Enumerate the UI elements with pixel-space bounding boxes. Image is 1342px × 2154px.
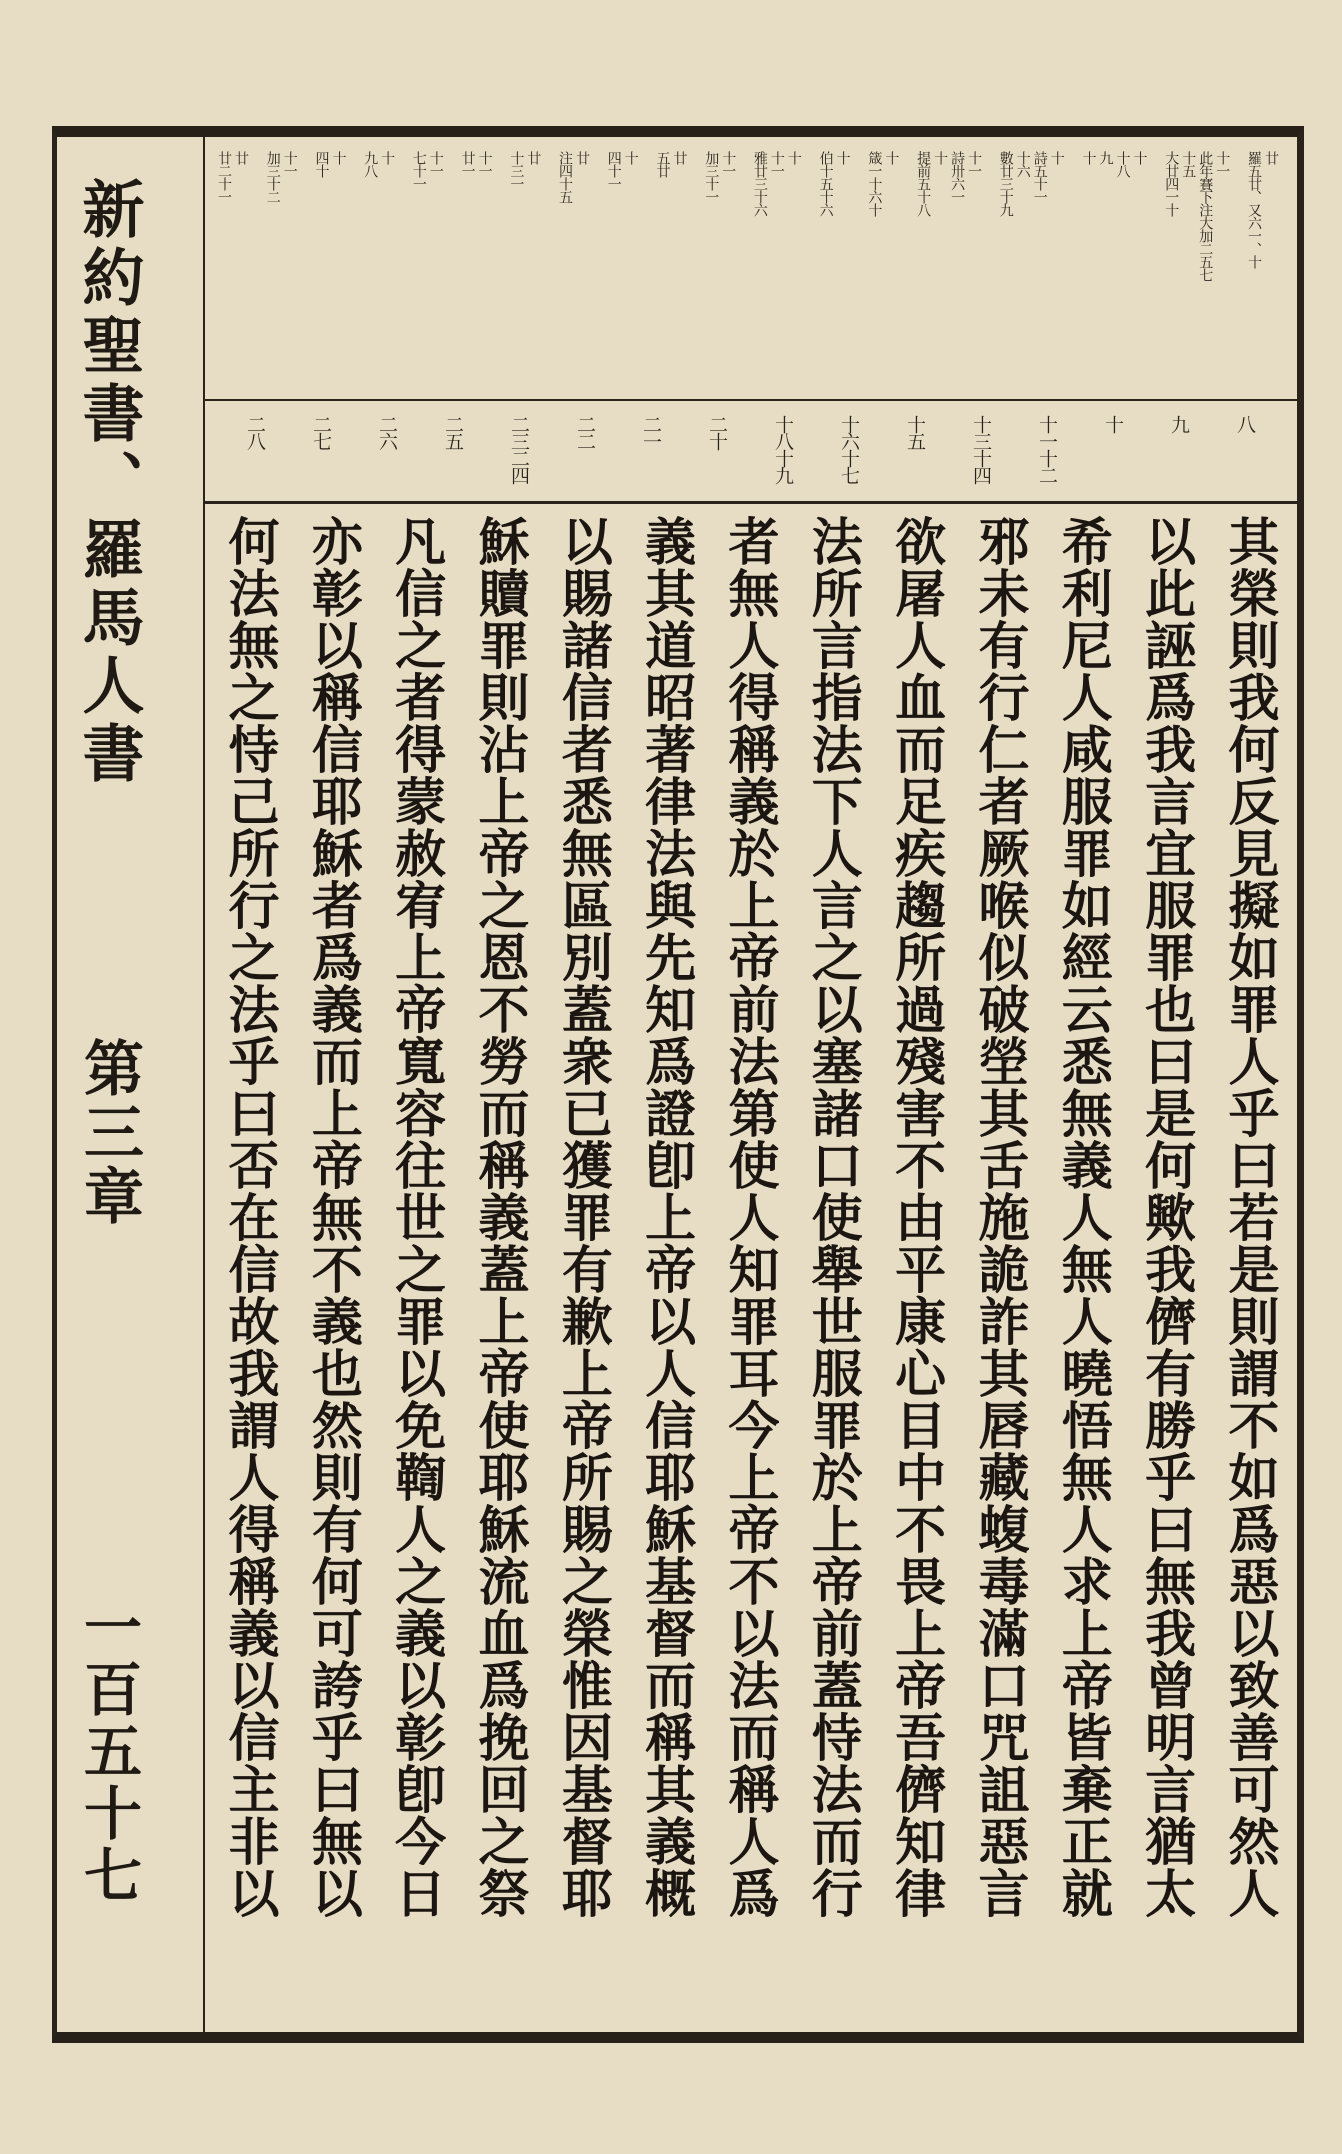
reference-text: 廿	[233, 151, 249, 164]
reference-text: 加三十一	[703, 151, 720, 203]
reference-text: 十	[379, 151, 396, 164]
reference-text: 十一	[720, 151, 737, 177]
reference-text: 廿	[1262, 151, 1279, 164]
text-column: 以賜諸信者悉無區別蓋衆已獲罪有歉上帝所賜之榮惟因基督耶	[552, 515, 613, 1919]
text-column: 希利尼人咸服罪如經云悉無義人無人曉悟無人求上帝皆棄正就	[1052, 515, 1113, 1919]
reference-column	[312, 151, 346, 399]
reference-text: 十八	[1114, 151, 1131, 177]
reference-text: 廿二十一	[216, 151, 232, 203]
text-column: 以此誣爲我言宜服罪也曰是何歟我儕有勝乎曰無我曾明言猶太	[1135, 515, 1196, 1919]
reference-column	[702, 151, 736, 399]
text-column: 義其道昭著律法與先知爲證卽上帝以人信耶穌基督而稱其義概	[635, 515, 696, 1919]
reference-text: 十	[785, 151, 802, 164]
verse-number: 九	[1168, 415, 1190, 432]
main-text	[205, 507, 1297, 2032]
reference-text: 十	[1048, 151, 1065, 164]
reference-text: 十	[1080, 151, 1097, 164]
verse-number: 十六十七	[838, 415, 860, 483]
reference-column	[410, 151, 444, 399]
page-frame	[52, 126, 1304, 2043]
verse-number: 二二	[574, 415, 596, 449]
reference-text: 羅五廿、又六一、十	[1245, 151, 1262, 268]
reference-text: 十五	[1180, 151, 1197, 177]
reference-column	[1080, 151, 1148, 399]
reference-text: 十	[932, 151, 949, 164]
reference-text: 十	[330, 151, 347, 164]
reference-text: 十一	[476, 151, 493, 177]
text-column: 者無人得稱義於上帝前法第使人知罪耳今上帝不以法而稱人爲	[718, 515, 779, 1919]
reference-text: 十一	[281, 151, 298, 177]
verse-number: 二五	[442, 415, 464, 449]
reference-text: 詩五十一	[1031, 151, 1048, 203]
reference-text: 廿一	[459, 151, 476, 177]
reference-text: 此年賽下注大加二五七	[1197, 151, 1214, 281]
reference-text: 九	[1097, 151, 1114, 164]
reference-column	[865, 151, 899, 399]
verse-number: 十	[1102, 415, 1124, 432]
reference-column	[605, 151, 639, 399]
reference-text: 七十一	[410, 151, 427, 190]
reference-column	[653, 151, 687, 399]
reference-text: 加三十二	[264, 151, 281, 203]
text-column: 法所言指法下人言之以塞諸口使舉世服罪於上帝前蓋恃法而行	[802, 515, 863, 1919]
reference-text: 十	[622, 151, 639, 164]
verse-number: 二八	[244, 415, 266, 449]
verse-number: 十一十二	[1036, 415, 1058, 483]
reference-text: 四十一	[605, 151, 622, 190]
cross-references	[205, 137, 1297, 399]
text-column: 其榮則我何反見擬如罪人乎曰若是則謂不如爲惡以致善可然人	[1218, 515, 1279, 1919]
reference-text: 十一	[768, 151, 785, 177]
reference-column	[507, 151, 541, 399]
header-divider	[205, 501, 1297, 504]
verse-number: 二七	[310, 415, 332, 449]
reference-column	[997, 151, 1065, 399]
text-column: 亦彰以稱信耶穌者爲義而上帝無不義也然則有何可誇乎曰無以	[302, 515, 363, 1919]
verse-number: 二三二四	[508, 415, 530, 483]
chapter-label: 第三章	[74, 1037, 144, 1229]
reference-text: 十	[834, 151, 851, 164]
reference-column	[556, 151, 590, 399]
reference-text: 廿	[525, 151, 542, 164]
reference-text: 五廿	[654, 151, 671, 177]
reference-column	[1245, 151, 1279, 399]
reference-text: 大廿四一十	[1163, 151, 1180, 216]
reference-text: 十一	[427, 151, 444, 177]
verse-number: 二十	[706, 415, 728, 449]
reference-text: 十六	[1014, 151, 1031, 177]
text-column: 凡信之者得蒙赦宥上帝寬容往世之罪以免鞫人之義以彰卽今日	[385, 515, 446, 1919]
reference-text: 十	[883, 151, 900, 164]
reference-column	[751, 151, 802, 399]
text-column: 欲屠人血而足疾趨所過殘害不由平康心目中不畏上帝吾儕知律	[885, 515, 946, 1919]
reference-text: 提前五十八	[915, 151, 932, 216]
reference-column	[459, 151, 493, 399]
verse-number: 十三十四	[970, 415, 992, 483]
reference-column	[817, 151, 851, 399]
text-column: 邪未有行仁者厥喉似破塋其舌施詭詐其唇藏蝮毒滿口咒詛惡言	[968, 515, 1029, 1919]
reference-text: 四十	[313, 151, 330, 177]
verse-number: 二一	[640, 415, 662, 449]
reference-text: 注四十五	[557, 151, 574, 203]
text-column: 何法無之恃己所行之法乎曰否在信故我謂人得稱義以信主非以	[219, 515, 279, 1919]
page-number: 一百五十七	[74, 1597, 142, 1907]
reference-column	[914, 151, 982, 399]
reference-text: 箴一十六十	[866, 151, 883, 216]
reference-text: 十	[1131, 151, 1148, 164]
reference-text: 詩卅六一	[949, 151, 966, 203]
reference-text: 伯十五十六	[817, 151, 834, 216]
reference-text: 廿	[671, 151, 688, 164]
text-column: 穌贖罪則沾上帝之恩不勞而稱義蓋上帝使耶穌流血爲挽回之祭	[468, 515, 529, 1919]
reference-text: 數廿三十九	[997, 151, 1014, 216]
verse-number-row	[205, 405, 1297, 501]
reference-text: 廿	[574, 151, 591, 164]
verse-number: 二六	[376, 415, 398, 449]
spine-column	[57, 137, 203, 2032]
reference-divider	[205, 399, 1297, 401]
book-title: 新約聖書、羅馬人書	[72, 177, 145, 789]
reference-text: 雅廿三十六	[751, 151, 768, 216]
reference-text: 十一	[966, 151, 983, 177]
reference-text: 十三一	[508, 151, 525, 190]
reference-column	[1162, 151, 1230, 399]
verse-number: 八	[1234, 415, 1256, 432]
verse-number: 十八十九	[772, 415, 794, 483]
reference-text: 十一	[1214, 151, 1231, 177]
reference-column	[264, 151, 298, 399]
reference-column	[361, 151, 395, 399]
verse-number: 十五	[904, 415, 926, 449]
reference-column	[215, 151, 249, 399]
reference-text: 九八	[362, 151, 379, 177]
